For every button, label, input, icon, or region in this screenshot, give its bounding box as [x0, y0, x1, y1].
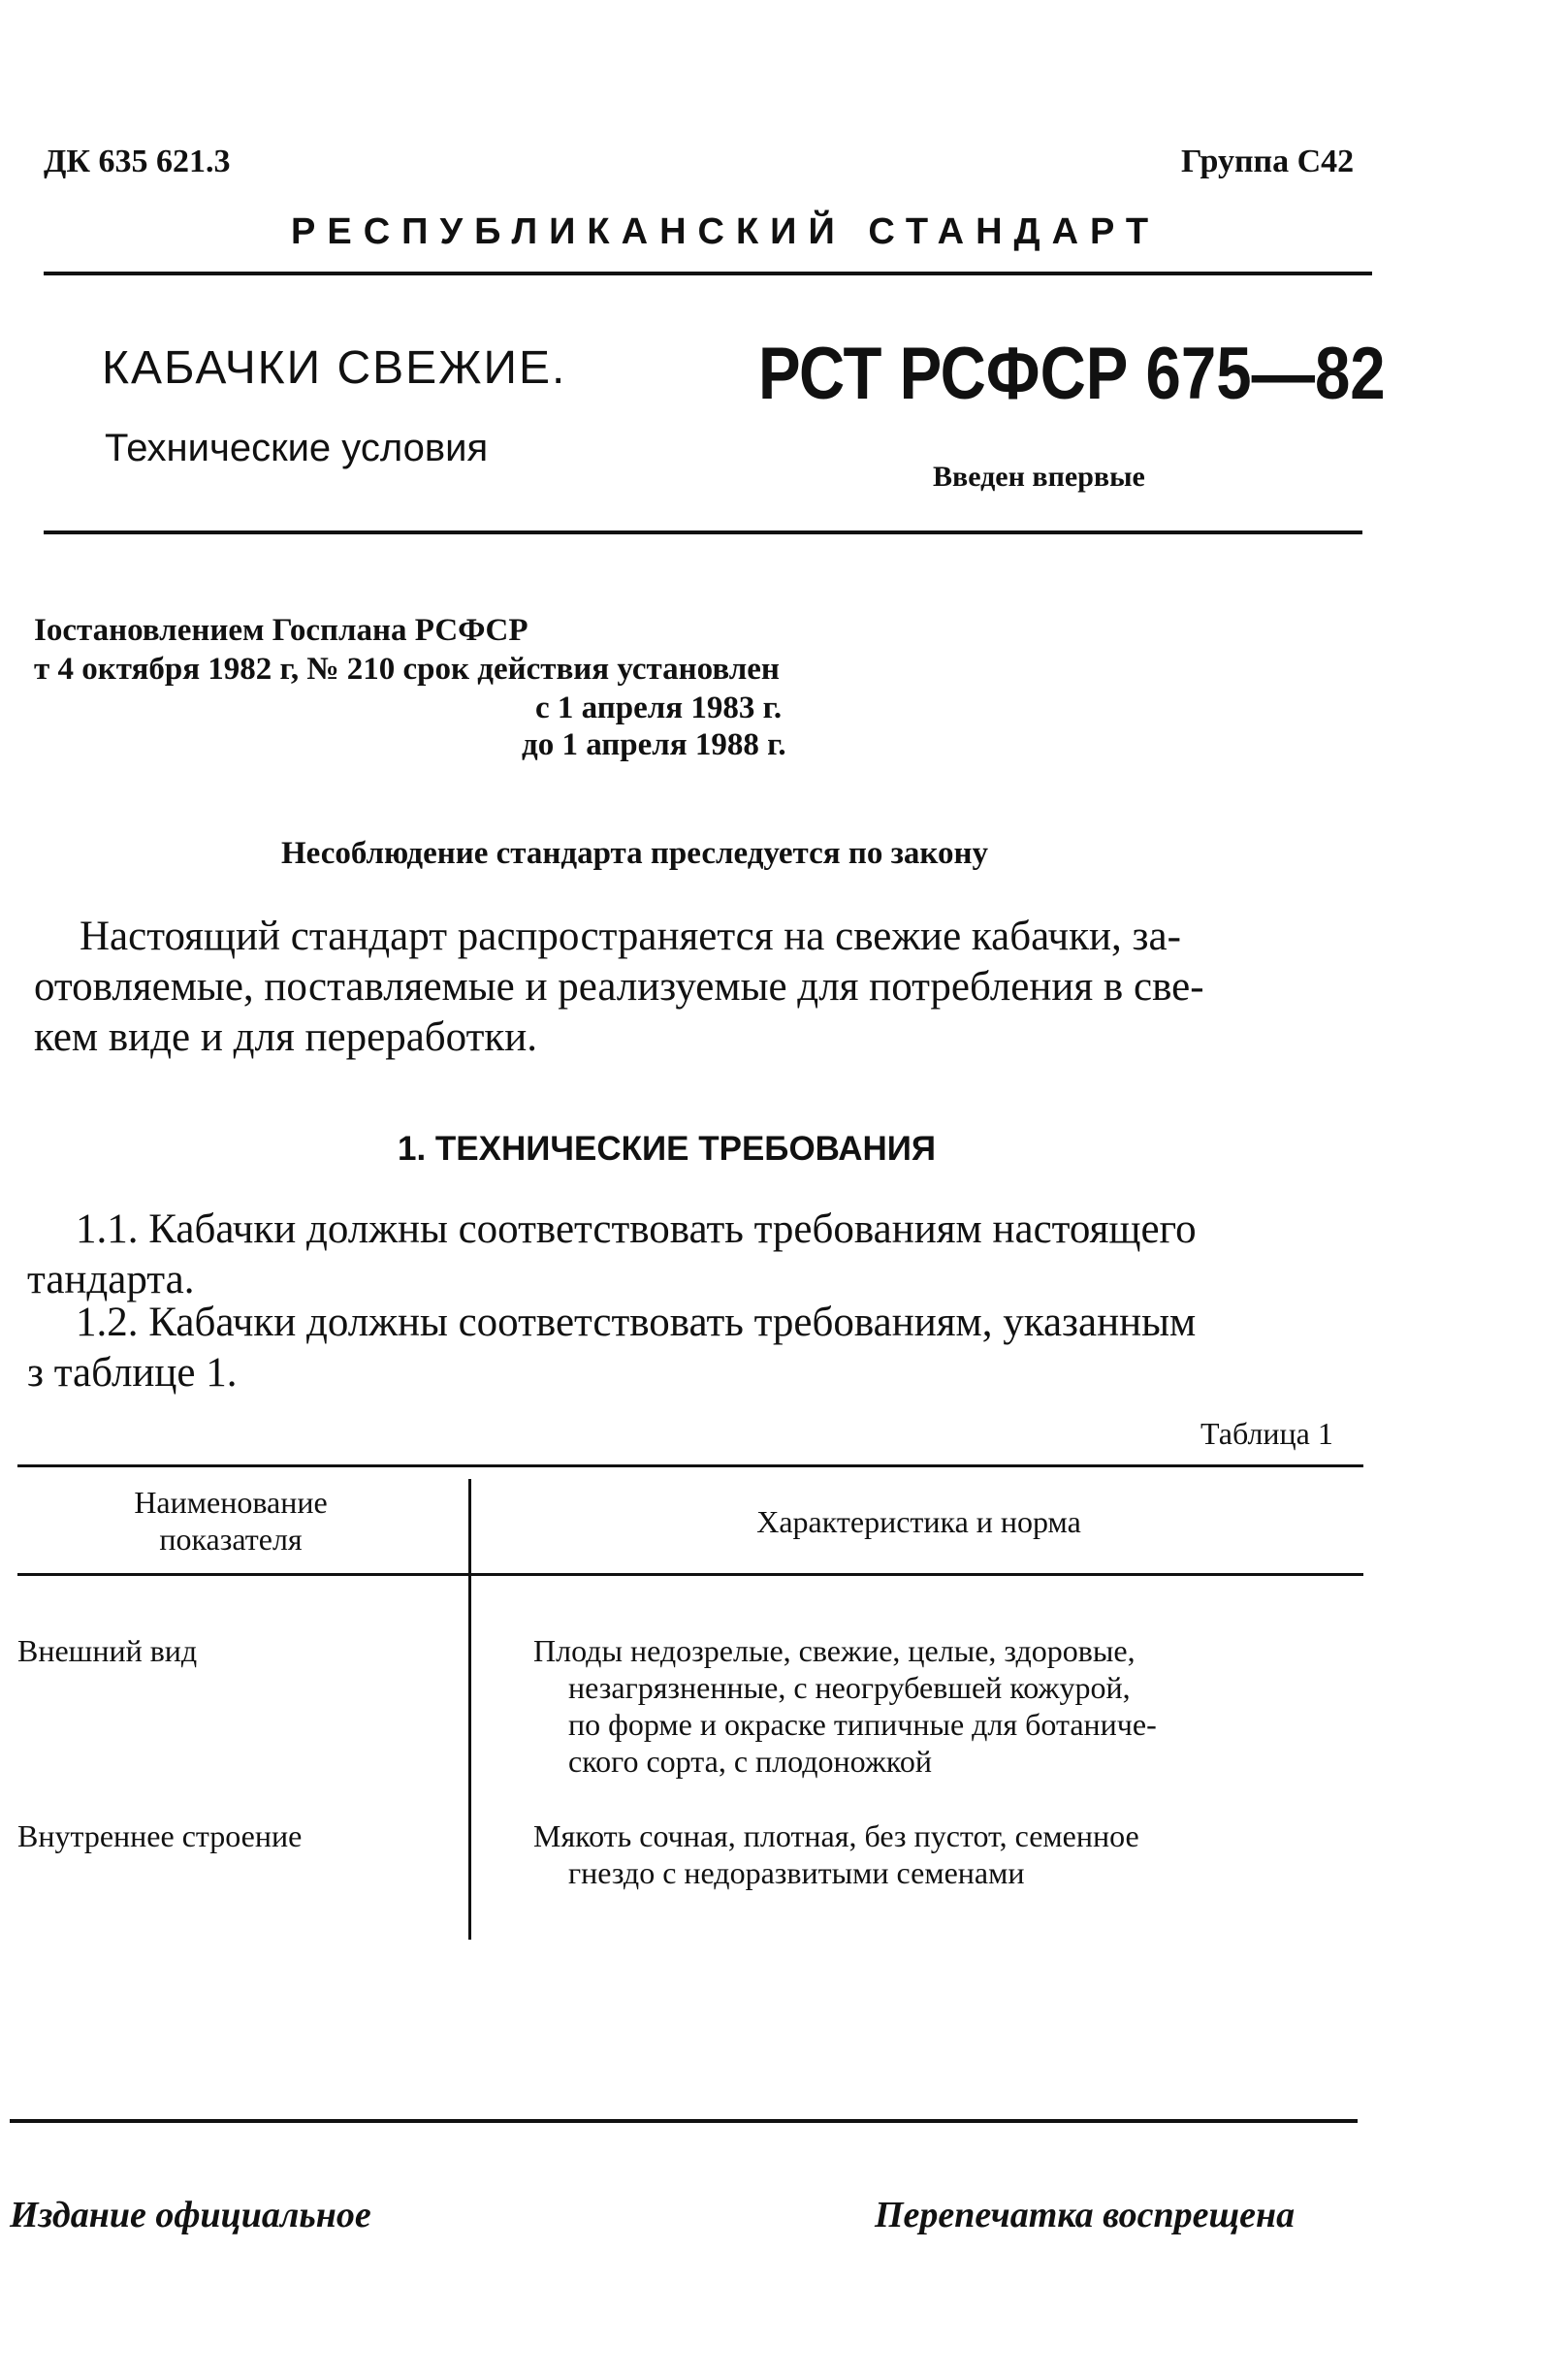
paragraph-line: 1.2. Кабачки должны соответствовать требованиям, указанным	[76, 1300, 1197, 1345]
value-line: по форме и окраске типичные для ботаниче-	[568, 1707, 1157, 1742]
header-line: показателя	[159, 1522, 303, 1557]
document-subtitle: Технические условия	[105, 427, 489, 469]
footer-rule	[10, 2119, 1358, 2123]
value-line: ского сорта, с плодоножкой	[568, 1744, 932, 1779]
decree-line-2: т 4 октября 1982 г, № 210 срок действия установлен	[34, 652, 780, 687]
header-rule	[44, 272, 1372, 275]
standard-code: РСТ РСФСР 675—82	[758, 333, 1386, 415]
decree-line-1: Іостановлением Госплана РСФСР	[34, 613, 528, 648]
intro-paragraph	[34, 912, 1204, 1063]
table-top-rule	[17, 1464, 1363, 1467]
value-line: гнездо с недоразвитыми семенами	[568, 1855, 1025, 1890]
footer-reprint: Перепечатка воспрещена	[875, 2195, 1296, 2235]
intro-line: кем виде и для переработки.	[34, 1014, 538, 1060]
value-line: Плоды недозрелые, свежие, целые, здоровые,	[533, 1633, 1136, 1668]
legal-warning: Несоблюдение стандарта преследуется по закону	[281, 836, 988, 871]
table-header-value: Характеристика и норма	[756, 1504, 1081, 1539]
header-line: Наименование	[134, 1485, 328, 1520]
table-header-rule	[17, 1573, 1363, 1576]
table-row-1-value	[533, 1632, 1157, 1780]
paragraph-1-2	[27, 1298, 1196, 1398]
table-row-2-name: Внутреннее строение	[17, 1818, 303, 1853]
intro-line: отовляемые, поставляемые и реализуемые для потребления в све-	[34, 964, 1204, 1010]
introduced-note: Введен впервые	[933, 461, 1145, 493]
value-line: Мякоть сочная, плотная, без пустот, семенное	[533, 1818, 1139, 1853]
paragraph-line: з таблице 1.	[27, 1350, 238, 1396]
section-heading: 1. ТЕХНИЧЕСКИЕ ТРЕБОВАНИЯ	[398, 1130, 937, 1168]
standard-kind: РЕСПУБЛИКАНСКИЙ СТАНДАРТ	[291, 211, 1161, 252]
value-line: незагрязненные, с неогрубевшей кожурой,	[568, 1670, 1131, 1705]
table-row-1-name: Внешний вид	[17, 1633, 198, 1668]
table-column-divider	[468, 1479, 471, 1940]
udk-code: ДК 635 621.3	[44, 144, 231, 179]
footer-edition: Издание официальное	[10, 2195, 371, 2235]
table-header-name	[17, 1484, 444, 1558]
paragraph-line: 1.1. Кабачки должны соответствовать требованиям настоящего	[76, 1206, 1197, 1252]
table-row-2-value	[533, 1817, 1139, 1891]
document-title: КАБАЧКИ СВЕЖИЕ.	[102, 342, 567, 394]
decree-line-4: до 1 апреля 1988 г.	[522, 727, 786, 762]
group-code: Группа С42	[1181, 144, 1355, 179]
title-rule	[44, 530, 1362, 534]
paragraph-line: тандарта.	[27, 1257, 195, 1302]
intro-line: Настоящий стандарт распространяется на свежие кабачки, за-	[80, 914, 1181, 959]
table-caption: Таблица 1	[1200, 1416, 1333, 1451]
paragraph-1-1	[27, 1205, 1197, 1305]
decree-line-3: с 1 апреля 1983 г.	[535, 691, 783, 725]
